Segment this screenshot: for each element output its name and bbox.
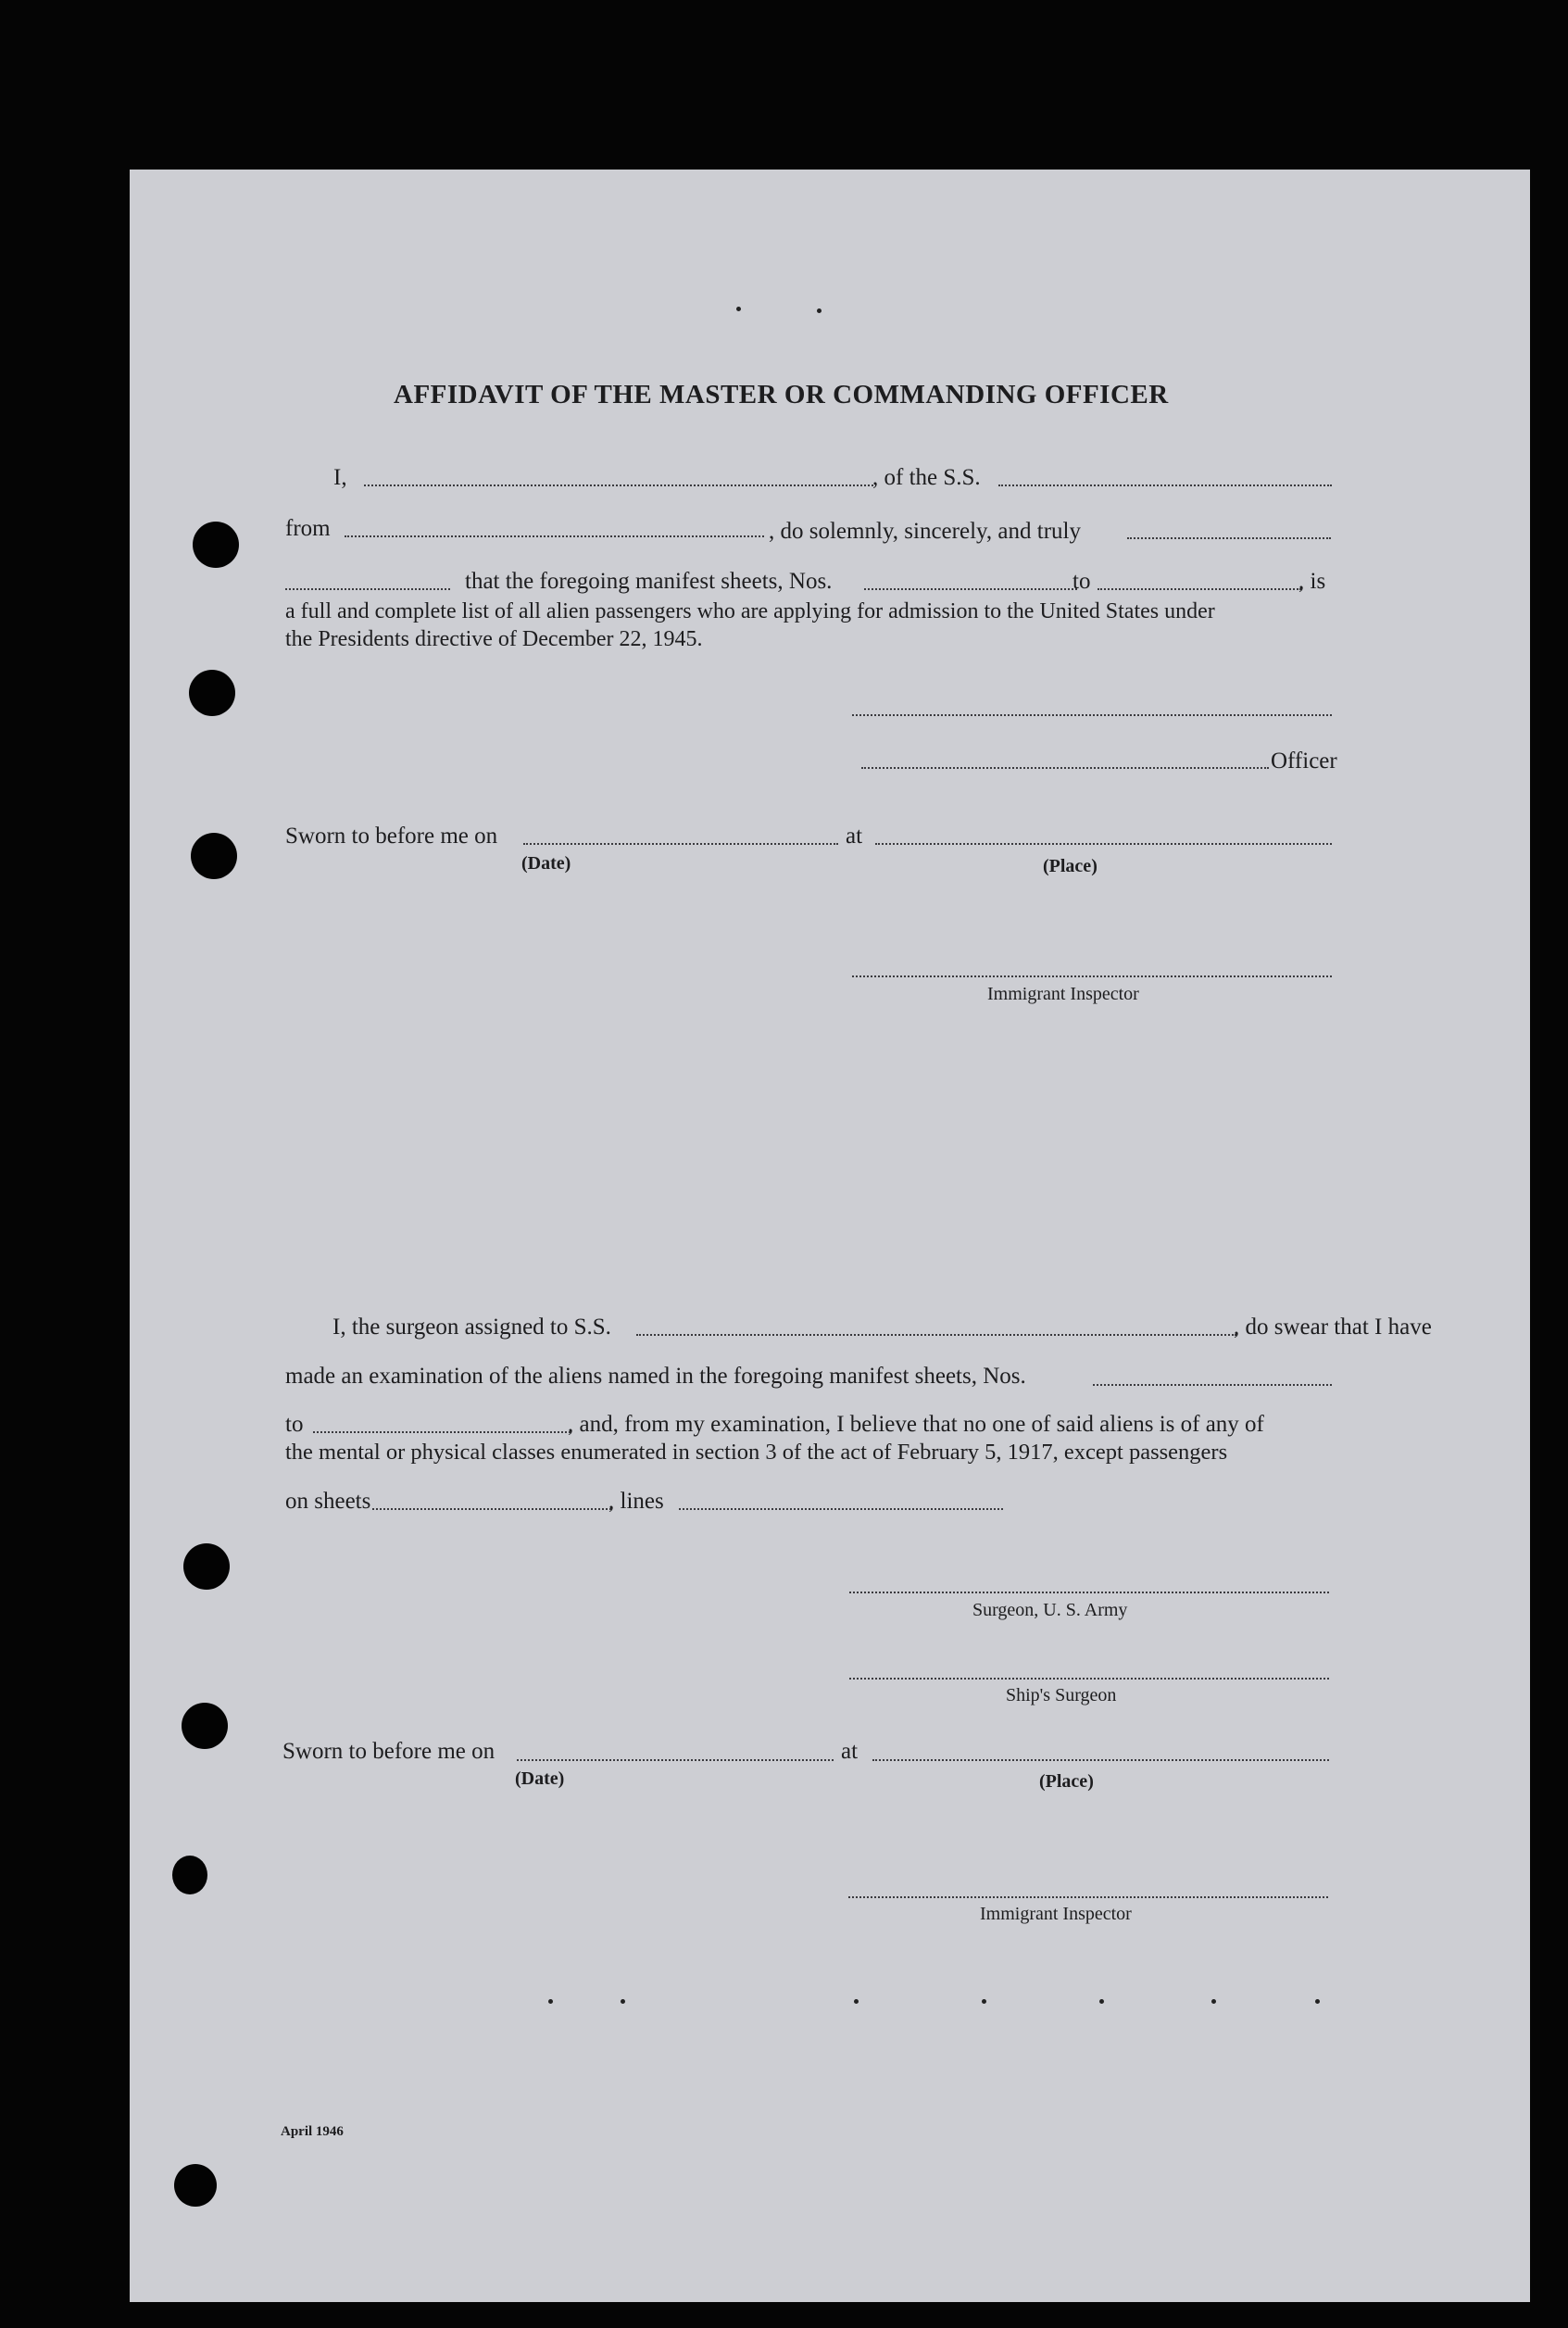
ink-speck xyxy=(982,1999,986,2004)
label-inspector: Immigrant Inspector xyxy=(987,984,1139,1004)
sworn-date-field[interactable] xyxy=(523,843,838,845)
text-at: at xyxy=(846,824,863,849)
label-surgeon-inspector: Immigrant Inspector xyxy=(980,1904,1132,1924)
punch-hole xyxy=(193,522,239,568)
ink-speck xyxy=(1099,1999,1104,2004)
text-surgeon-line-1b: , do swear that I have xyxy=(1234,1315,1432,1340)
ink-speck xyxy=(1315,1999,1320,2004)
surgeon-ship-field[interactable] xyxy=(636,1334,1236,1336)
text-surgeon-at: at xyxy=(841,1739,859,1764)
form-page xyxy=(130,170,1530,2302)
footer-date: April 1946 xyxy=(281,2124,344,2139)
departure-port-field[interactable] xyxy=(345,535,764,537)
manifest-from-field[interactable] xyxy=(864,588,1077,590)
ink-speck xyxy=(817,308,822,313)
ink-speck xyxy=(621,1999,625,2004)
text-of-ss: , of the S.S. xyxy=(872,465,981,490)
text-is: , is xyxy=(1298,569,1326,594)
inspector-signature-field[interactable] xyxy=(852,975,1332,977)
punch-hole xyxy=(174,2164,217,2207)
label-army-surgeon: Surgeon, U. S. Army xyxy=(972,1600,1128,1620)
text-manifest-sheets: that the foregoing manifest sheets, Nos. xyxy=(465,569,833,594)
surgeon-sworn-place-field[interactable] xyxy=(872,1759,1329,1761)
surgeon-manifest-to-field[interactable] xyxy=(313,1431,571,1433)
label-surgeon-date: (Date) xyxy=(515,1768,565,1789)
text-i: I, xyxy=(333,465,347,490)
master-name-field[interactable] xyxy=(364,484,873,486)
punch-hole xyxy=(191,833,237,879)
ship-name-field[interactable] xyxy=(998,484,1332,486)
ink-speck xyxy=(854,1999,859,2004)
label-surgeon-place: (Place) xyxy=(1039,1771,1094,1792)
form-title: AFFIDAVIT OF THE MASTER OR COMMANDING OFFICER xyxy=(394,380,1169,409)
surgeon-sworn-date-field[interactable] xyxy=(517,1759,834,1761)
surgeon-manifest-from-field[interactable] xyxy=(1093,1384,1332,1386)
manifest-to-field[interactable] xyxy=(1098,588,1301,590)
ink-speck xyxy=(1211,1999,1216,2004)
text-lines: , lines xyxy=(608,1489,664,1514)
sheets-field[interactable] xyxy=(372,1508,611,1510)
text-solemnly: , do solemnly, sincerely, and truly xyxy=(769,519,1081,544)
text-officer: Officer xyxy=(1271,749,1337,774)
text-sworn: Sworn to before me on xyxy=(285,824,498,849)
text-line-5: the Presidents directive of December 22, 1945. xyxy=(285,627,703,651)
punch-hole xyxy=(172,1856,207,1894)
text-on-sheets: on sheets xyxy=(285,1489,371,1514)
declaration-field[interactable] xyxy=(285,588,450,590)
lines-field[interactable] xyxy=(679,1508,1003,1510)
surgeon-inspector-signature-field[interactable] xyxy=(848,1896,1328,1898)
sworn-place-field[interactable] xyxy=(875,843,1332,845)
text-surgeon-line-1a: I, the surgeon assigned to S.S. xyxy=(332,1315,611,1340)
text-to: to xyxy=(1073,569,1091,594)
text-line-4: a full and complete list of all alien passengers who are applying for admission to the United States under xyxy=(285,599,1215,623)
text-surgeon-line-2: made an examination of the aliens named in the foregoing manifest sheets, Nos. xyxy=(285,1364,1026,1389)
label-place: (Place) xyxy=(1043,856,1098,876)
label-date: (Date) xyxy=(521,853,571,874)
text-from: from xyxy=(285,516,331,541)
army-surgeon-signature-field[interactable] xyxy=(849,1592,1329,1593)
signature-field[interactable] xyxy=(852,714,1332,716)
label-ships-surgeon: Ship's Surgeon xyxy=(1006,1685,1117,1705)
ink-speck xyxy=(548,1999,553,2004)
ships-surgeon-signature-field[interactable] xyxy=(849,1678,1329,1680)
punch-hole xyxy=(182,1703,228,1749)
oath-field[interactable] xyxy=(1127,537,1331,539)
text-surgeon-sworn: Sworn to before me on xyxy=(282,1739,495,1764)
text-surgeon-line-4: the mental or physical classes enumerated in section 3 of the act of February 5, 1917, except passengers xyxy=(285,1440,1228,1465)
ink-speck xyxy=(736,307,741,311)
text-surgeon-to: to xyxy=(285,1412,304,1437)
officer-title-field[interactable] xyxy=(861,767,1269,769)
punch-hole xyxy=(189,670,235,716)
punch-hole xyxy=(183,1543,230,1590)
text-surgeon-line-3: , and, from my examination, I believe that no one of said aliens is of any of xyxy=(568,1412,1264,1437)
